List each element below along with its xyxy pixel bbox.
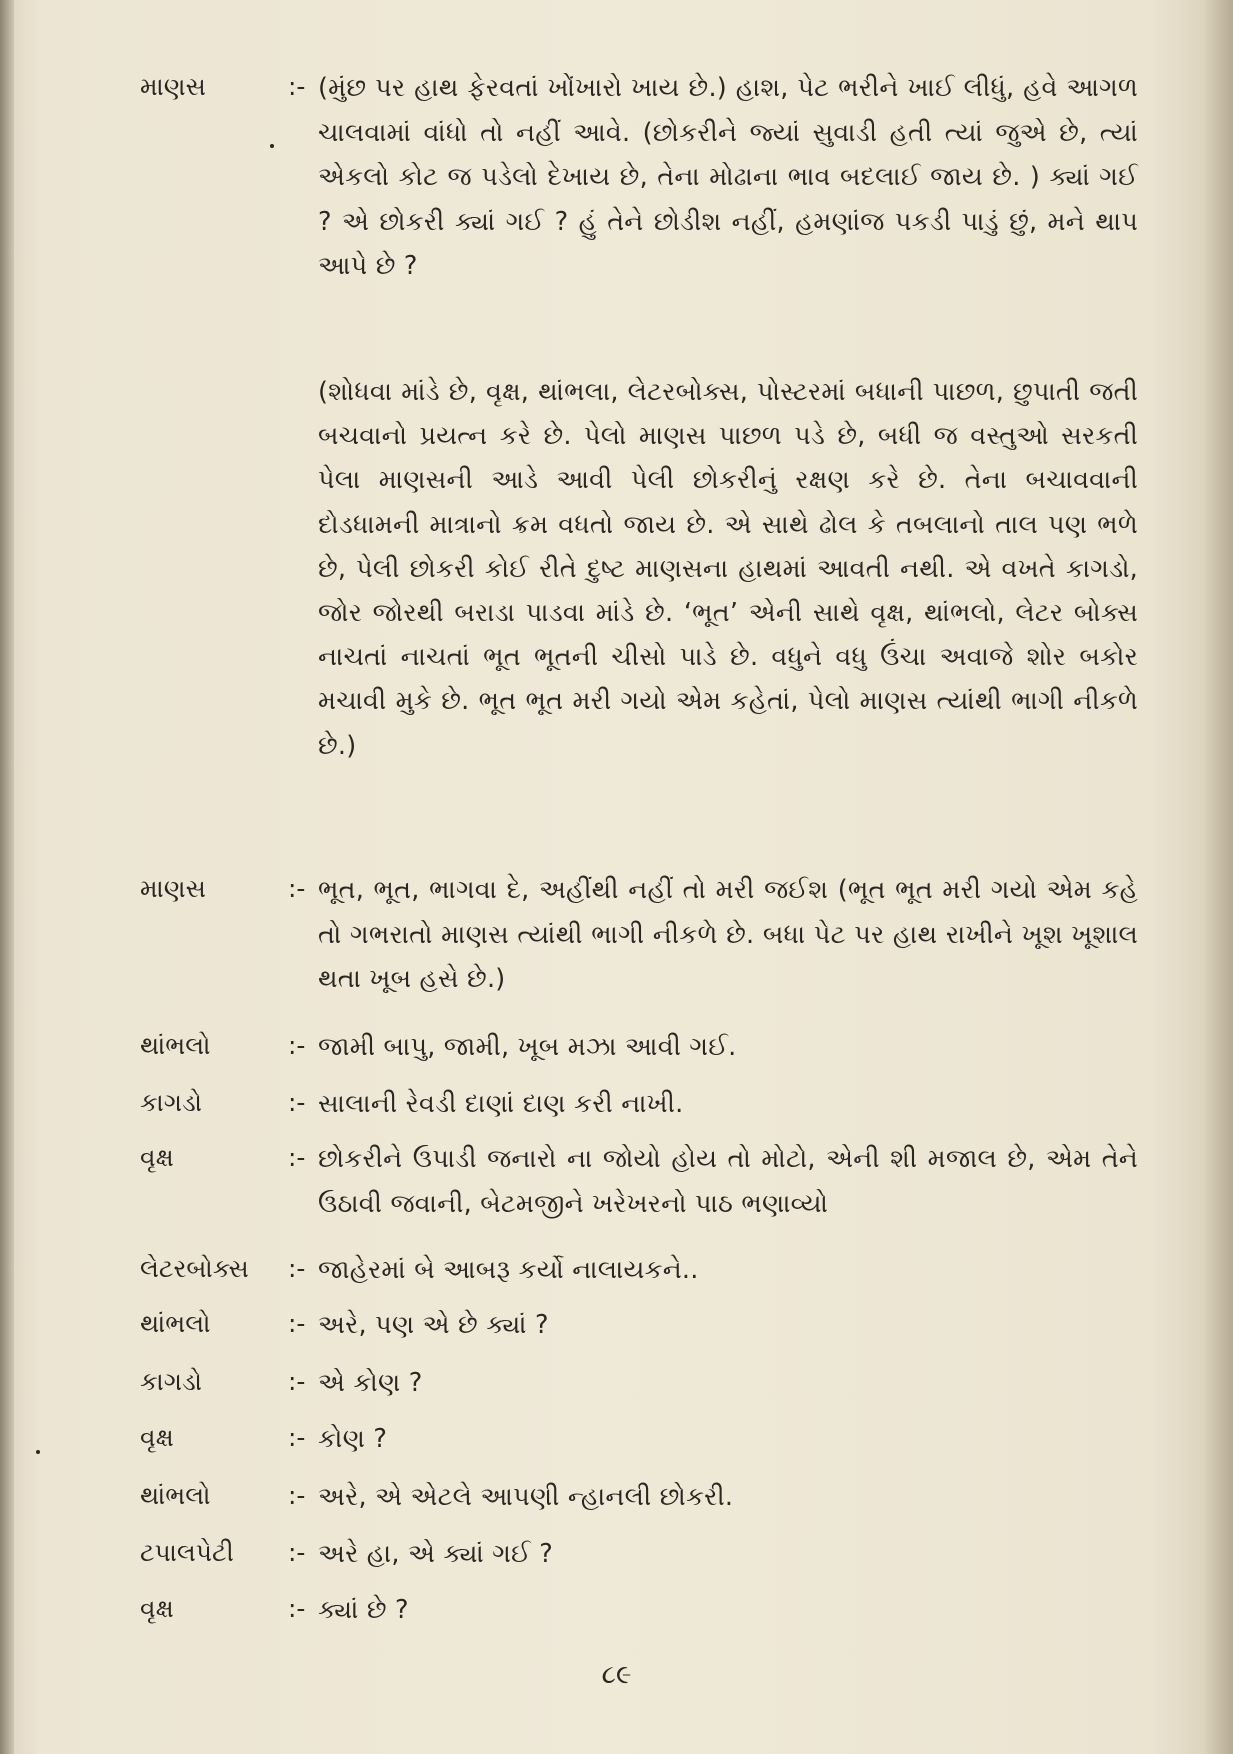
speaker-separator: :-	[288, 1309, 306, 1338]
speaker-separator: :-	[288, 1143, 306, 1172]
speaker-name: થાંભલો	[140, 1481, 211, 1510]
speaker-name: થાંભલો	[140, 1031, 211, 1060]
dialogue-text: અરે, એ એટલે આપણી ન્હાનલી છોકરી.	[318, 1482, 734, 1512]
book-spine-shadow	[0, 0, 14, 1754]
page-number: ૮૯	[601, 1660, 632, 1690]
dialogue-text: એ કોણ ?	[318, 1368, 423, 1398]
speaker-name: ટપાલપેટી	[140, 1538, 234, 1567]
speaker-name: માણસ	[140, 72, 206, 101]
dialogue-text: ક્યાં છે ?	[318, 1595, 409, 1625]
ink-speck	[270, 144, 274, 148]
speaker-separator: :-	[288, 1538, 306, 1567]
speaker-separator: :-	[288, 1088, 306, 1117]
dialogue-text: અરે, પણ એ છે ક્યાં ?	[318, 1310, 549, 1340]
speaker-name: કાગડો	[140, 1088, 203, 1117]
speaker-separator: :-	[288, 1481, 306, 1510]
speaker-separator: :-	[288, 72, 306, 101]
speaker-separator: :-	[288, 1423, 306, 1452]
dialogue-text: જામી બાપુ, જામી, ખૂબ મઝા આવી ગઈ.	[318, 1032, 737, 1062]
speaker-separator: :-	[288, 874, 306, 903]
speaker-separator: :-	[288, 1594, 306, 1623]
ink-speck	[36, 1450, 40, 1454]
dialogue-text: (મુંછ પર હાથ ફેરવતાં ખોંખારો ખાય છે.) હાશ, પેટ ભરીને ખાઈ લીધું, હવે આગળ ચાલવામાં વાંધો તો નહીં આવે. (છોકરીને જ્યાં સુવાડી હતી ત્યાં જુએ છે, ત્યાં એકલો કોટ જ પડેલો દેખાય છે, તેના મોઢાના ભાવ બદલાઈ જાય છે. ) ક્યાં ગઈ ? એ છોકરી ક્યાં ગઈ ? હું તેને છોડીશ નહીં, હમણાંજ પકડી પાડું છું, મને થાપ આપે છે ?	[318, 73, 1138, 281]
speaker-separator: :-	[288, 1031, 306, 1060]
speaker-name: વૃક્ષ	[140, 1594, 174, 1623]
stage-direction-text: (શોધવા માંડે છે, વૃક્ષ, થાંભલા, લેટરબોક્સ, પોસ્ટરમાં બધાની પાછળ, છુપાતી જતી બચવાનો પ્રયત્ન કરે છે. પેલો માણસ પાછળ પડે છે, બધી જ વસ્તુઓ સરકતી પેલા માણસની આડે આવી પેલી છોકરીનું રક્ષણ કરે છે. તેના બચાવવાની દોડધામની માત્રાનો ક્રમ વધતો જાય છે. એ સાથે ઢોલ કે તબલાનો તાલ પણ ભળે છે, પેલી છોકરી કોઈ રીતે દુષ્ટ માણસના હાથમાં આવતી નથી. એ વખતે કાગડો, જોર જોરથી બરાડા પાડવા માંડે છે. ‘ભૂત’ એની સાથે વૃક્ષ, થાંભલો, લેટર બોક્સ નાચતાં નાચતાં ભૂત ભૂતની ચીસો પાડે છે. વધુને વધુ ઉંચા અવાજે શોર બકોર મચાવી મુકે છે. ભૂત ભૂત મરી ગયો એમ કહેતાં, પેલો માણસ ત્યાંથી ભાગી નીકળે છે.)	[318, 377, 1138, 761]
dialogue-text: કોણ ?	[318, 1424, 388, 1454]
speaker-name: થાંભલો	[140, 1309, 211, 1338]
speaker-name: લેટરબોક્સ	[140, 1254, 249, 1283]
speaker-name: વૃક્ષ	[140, 1143, 174, 1172]
speaker-name: કાગડો	[140, 1367, 203, 1396]
speaker-separator: :-	[288, 1367, 306, 1396]
dialogue-text: અરે હા, એ ક્યાં ગઈ ?	[318, 1539, 553, 1569]
speaker-name: માણસ	[140, 874, 206, 903]
dialogue-text: ભૂત, ભૂત, ભાગવા દે, અહીંથી નહીં તો મરી જઈશ (ભૂત ભૂત મરી ગયો એમ કહે તો ગભરાતો માણસ ત્યાંથી ભાગી નીકળે છે. બધા પેટ પર હાથ રાખીને ખૂશ ખૂશાલ થતા ખૂબ હસે છે.)	[318, 875, 1138, 994]
dialogue-text: જાહેરમાં બે આબરૂ કર્યો નાલાયકને..	[318, 1255, 699, 1285]
dialogue-text: છોકરીને ઉપાડી જનારો ના જોયો હોય તો મોટો, એની શી મજાલ છે, એમ તેને ઉઠાવી જવાની, બેટમજીને ખરેખરનો પાઠ ભણાવ્યો	[318, 1144, 1138, 1219]
speaker-separator: :-	[288, 1254, 306, 1283]
page-edge-shadow	[1203, 0, 1233, 1754]
speaker-name: વૃક્ષ	[140, 1423, 174, 1452]
dialogue-text: સાલાની રેવડી દાણાં દાણ કરી નાખી.	[318, 1089, 684, 1119]
